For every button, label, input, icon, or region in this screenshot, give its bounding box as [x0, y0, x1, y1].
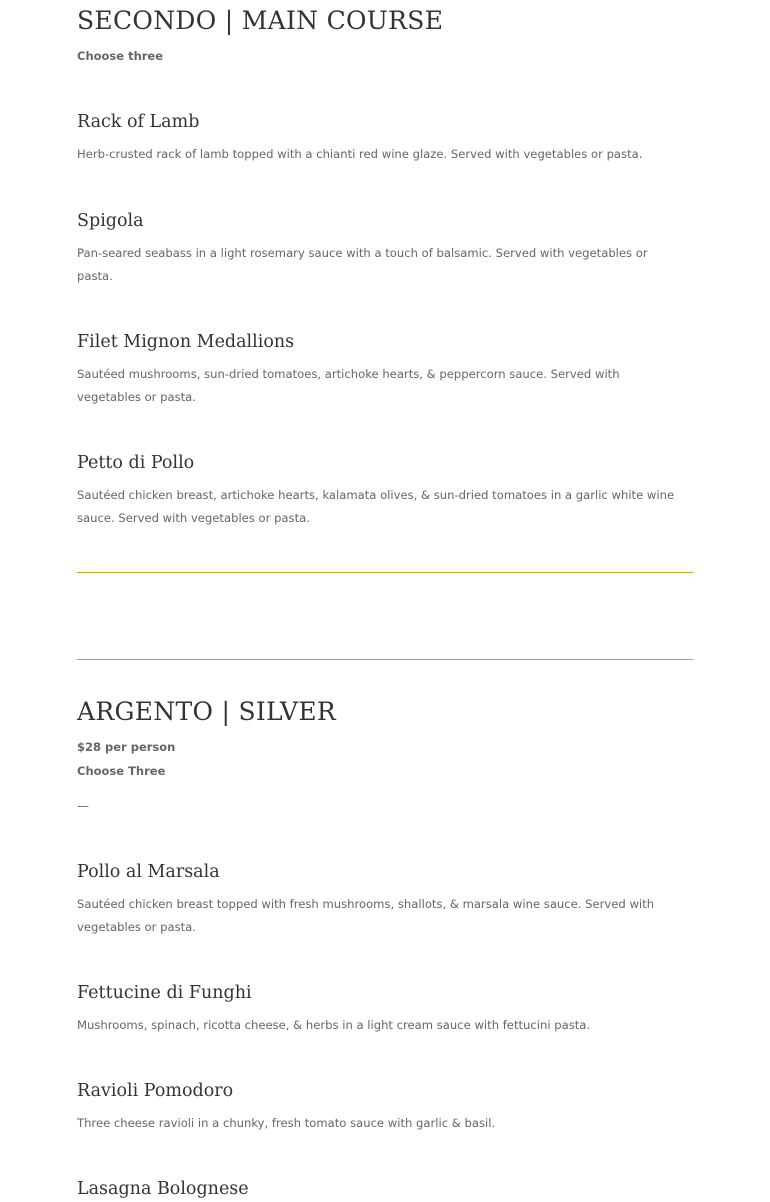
dish-description: Mushrooms, spinach, ricotta cheese, & herbs in a light cream sauce with fettucini pasta.: [77, 1018, 591, 1032]
dish-description: Sautéed chicken breast, artichoke hearts, kalamata olives, & sun-dried tomatoes in a garlic white wine sauce. Served with vegetables or pasta.: [77, 488, 675, 525]
dish-description: Sautéed mushrooms, sun-dried tomatoes, artichoke hearts, & peppercorn sauce. Served with vegetables or pasta.: [77, 367, 620, 404]
separator-dash: —: [77, 799, 89, 813]
dish-name: Fettucine di Funghi: [77, 983, 252, 1003]
dish-description: Herb-crusted rack of lamb topped with a chianti red wine glaze. Served with vegetables or pasta.: [77, 147, 643, 161]
dish-name: Pollo al Marsala: [77, 862, 220, 882]
argento-price: $28 per person: [77, 740, 176, 754]
section-divider: [77, 572, 693, 573]
dish-name: Filet Mignon Medallions: [77, 332, 295, 352]
dish-name: Spigola: [77, 211, 144, 231]
secondo-instruction: Choose three: [77, 49, 164, 63]
dish-name: Rack of Lamb: [77, 112, 200, 132]
dish-name: Lasagna Bolognese: [77, 1179, 249, 1199]
section-heading-secondo: SECONDO | MAIN COURSE: [77, 6, 444, 35]
dish-description: Pan-seared seabass in a light rosemary sauce with a touch of balsamic. Served with vegetables or pasta.: [77, 246, 648, 283]
dish-name: Ravioli Pomodoro: [77, 1081, 234, 1101]
dish-description: Three cheese ravioli in a chunky, fresh tomato sauce with garlic & basil.: [77, 1116, 496, 1130]
dish-name: Petto di Pollo: [77, 453, 195, 473]
dish-description: Sautéed chicken breast topped with fresh mushrooms, shallots, & marsala wine sauce. Served with vegetables or pasta.: [77, 897, 655, 934]
argento-instruction: Choose Three: [77, 764, 166, 778]
section-divider: [77, 659, 693, 660]
section-heading-argento: ARGENTO | SILVER: [77, 697, 337, 726]
